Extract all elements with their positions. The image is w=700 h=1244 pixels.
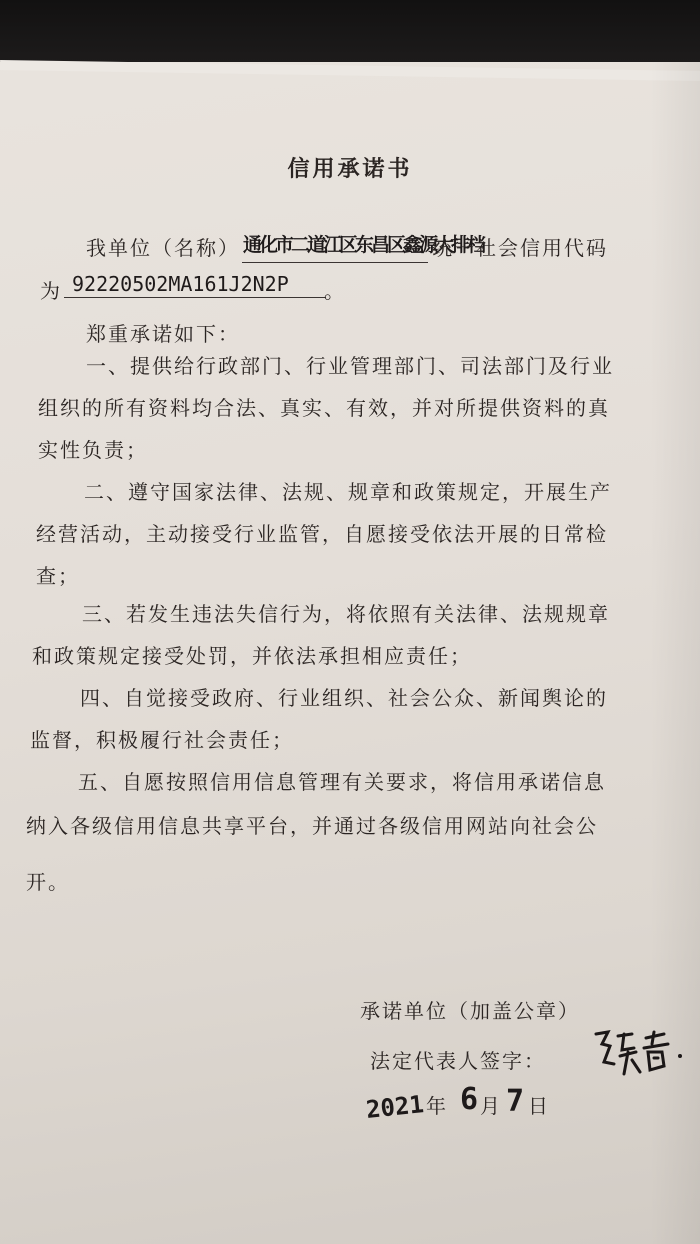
clause-2-line-3: 查； [36,564,80,588]
document-title: 信用承诺书 [287,156,413,182]
intro-prefix: 我单位（名称） [86,236,240,260]
intro-line2-suffix: 。 [324,279,346,303]
intro-suffix: 统一社会信用代码 [432,236,608,260]
date-day-handwritten: 7 [506,1084,525,1119]
clause-5-line-1: 五、自愿按照信用信息管理有关要求，将信用承诺信息 [78,770,606,794]
clause-3-line-2: 和政策规定接受处罚，并依法承担相应责任； [32,644,472,668]
clause-1-line-3: 实性负责； [38,438,148,462]
clause-2-line-2: 经营活动，主动接受行业监管，自愿接受依法开展的日常检 [36,522,608,546]
date-year-handwritten: 2021 [364,1090,426,1124]
pledge-heading: 郑重承诺如下： [86,322,240,346]
company-name-underline [242,262,428,263]
sign-rep-label: 法定代表人签字： [370,1049,546,1073]
credit-code-handwritten: 92220502MA161J2N2P [72,272,289,296]
clause-4-line-1: 四、自觉接受政府、行业组织、社会公众、新闻舆论的 [80,686,608,710]
intro-line2-prefix: 为 [40,279,62,303]
clause-5-line-3: 开。 [26,870,70,894]
date-month-unit: 月 [480,1094,502,1118]
clause-1-line-1: 一、提供给行政部门、行业管理部门、司法部门及行业 [86,354,614,378]
date-day-unit: 日 [528,1094,550,1118]
handwritten-signature [588,1022,688,1082]
credit-code-underline [64,297,326,298]
clause-2-line-1: 二、遵守国家法律、法规、规章和政策规定，开展生产 [84,480,612,504]
clause-1-line-2: 组织的所有资料均合法、真实、有效，并对所提供资料的真 [38,396,610,420]
clause-5-line-2: 纳入各级信用信息共享平台，并通过各级信用网站向社会公 [26,814,598,838]
clause-4-line-2: 监督，积极履行社会责任； [30,728,294,752]
date-month-handwritten: 6 [460,1082,479,1117]
dark-background-strip [0,0,700,62]
company-name-handwritten: 通化市二道江区东昌区鑫源大排档 [243,234,484,256]
date-year-unit: 年 [426,1094,448,1118]
sign-unit-label: 承诺单位（加盖公章） [360,999,580,1023]
clause-3-line-1: 三、若发生违法失信行为，将依照有关法律、法规规章 [82,602,610,626]
